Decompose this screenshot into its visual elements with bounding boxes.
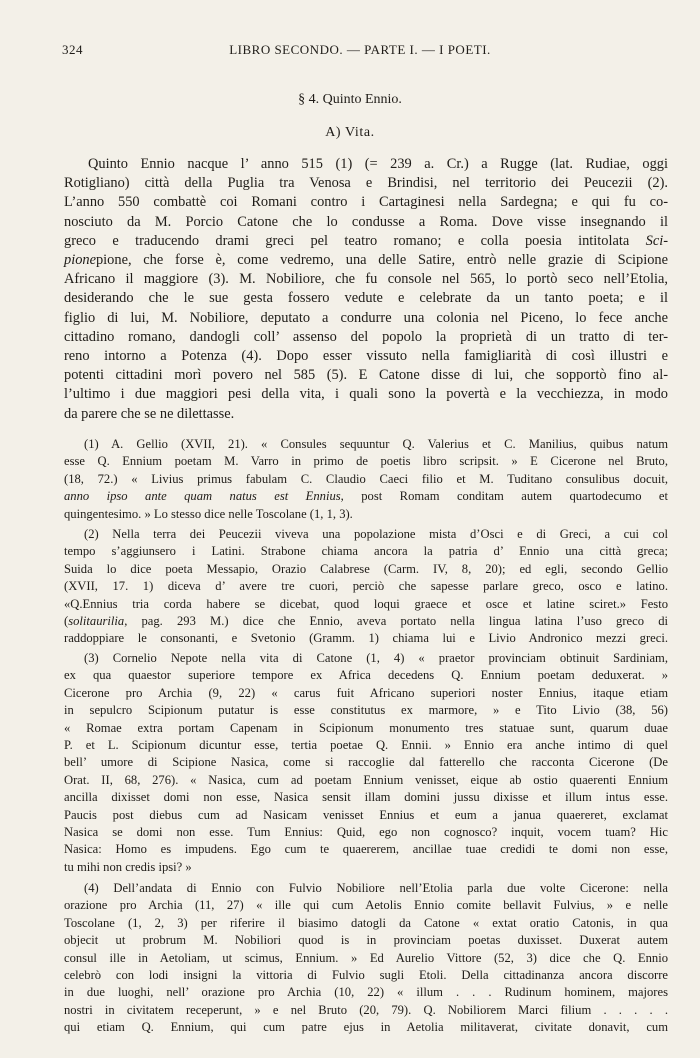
footnote-line: consul ille in Aetoliam, ut scimus, Ennium. » Ed Aurelio Vittore (52, 3) dice che Q. Ennio [64, 950, 668, 965]
body-line: nosciuto da M. Porcio Catone che lo condusse a Roma. Dove visse insegnando il [64, 213, 668, 230]
footnote-line: Cicerone pro Archia (9, 22) « carus fuit Africano superiori noster Ennius, itaque etiam [64, 685, 668, 700]
italic-quote: anno ipso ante quam natus est Ennius, [64, 489, 344, 504]
section-title: § 4. Quinto Ennio. [298, 92, 402, 107]
footnote-line: objecit ut probrum M. Nobiliori quod is in provinciam poetas duxisset. Duxerat autem [64, 933, 668, 948]
body-line: figlio di lui, M. Nobiliore, deputato a condurre una colonia nel Piceno, lo fece anche [64, 309, 668, 326]
page-number: 324 [62, 42, 83, 57]
italic-title: pione [64, 252, 96, 269]
footnote-line: nostri in civitatem receperunt, » e nel Bruto (20, 79). Q. Nobiliorem Marci filium . . . . . [64, 1002, 668, 1017]
footnote-line: quingentesimo. » Lo stesso dice nelle Toscolane (1, 1, 3). [64, 506, 353, 521]
footnote-text: post Romam conditam autem quartodecumo et [361, 489, 669, 504]
footnote-3 [64, 650, 668, 876]
body-line: cittadino romano, dandogli coll’ assenso del popolo la proprietà di un tratto di ter- [64, 328, 668, 345]
footnote-line: orazione pro Archia (11, 27) « ille qui cum Aetolis Ennio comite bellavit Fulvius, » e nelle [64, 898, 668, 913]
subheading: A) Vita. [325, 125, 375, 140]
footnote-text: ( [64, 614, 69, 629]
footnote-line: esse Q. Ennium poetam M. Varro in primo de poetis libro scripsit. » E Cicerone nel Bruto, [64, 454, 668, 469]
footnote-line: ex qua quaestor superiore tempore ex Africa decedens Q. Ennium poetam deduxerat. » [64, 668, 668, 683]
footnote-line: Toscolane (1, 2, 3) per riferire il biasimo datogli da Catone « extat oratio Catonis, in qua [64, 915, 668, 930]
footnote-line: «Q.Ennius tria corda habere se dicebat, quod loqui graece et osce et latine sciret.» Festo [64, 596, 668, 611]
footnote-line: (XVII, 17. 1) diceva d’ avere tre cuori, perciò che sapesse parlare greco, osco e latino. [64, 579, 668, 594]
footnote-line: Nasica: Homo es impudens. Ego cum te quaererem, ancillae tuae credidi te domi non esse, [64, 842, 668, 857]
italic-word: solitaurilia [68, 614, 125, 629]
footnote-line: « Romae extra portam Capenam in Scipionum monumento tres statuae sunt, quarum duae [64, 720, 668, 735]
body-line: da parere che se ne dilettasse. [64, 405, 235, 422]
footnote-line: tempo s’aggiunsero i Latini. Strabone chiama ancora la patria d’ Ennio una città greca; [64, 544, 668, 559]
footnote-line: tu mihi non credis ipsi? » [64, 859, 192, 874]
italic-title: Sci- [645, 232, 668, 249]
footnote-2 [64, 526, 668, 648]
body-line: Africano il maggiore (3). M. Nobiliore, che fu console nel 565, lo portò seco nell’Etolia, [64, 271, 668, 288]
footnote-line: (18, 72.) « Livius primus fabulam C. Claudio Caeci filio et M. Tuditano consulibus docuit, [64, 471, 668, 486]
body-line: Rotigliano) città della Puglia tra Venosa e Brindisi, nel territorio dei Peucezii (2). [64, 175, 668, 192]
footnote-line: (1) A. Gellio (XVII, 21). « Consules sequuntur Q. Valerius et C. Manilius, quibus natum [84, 437, 668, 451]
body-text: greco e traducendo drami greci pel teatro romano; e colla poesia intitolata [64, 232, 630, 249]
body-line: reno intorno a Potenza (4). Dopo esser vissuto nella famigliarità di così illustri e [64, 348, 668, 365]
footnote-line: in sepulcro Scipionum putatur is esse constitutus ex marmore, » e Tito Livio (38, 56) [64, 703, 668, 718]
footnote-line: Suida lo dice poeta Messapio, Orazio Calabrese (Carm. IV, 8, 20); ed egli, secondo Gellio [64, 561, 668, 576]
footnote-line: in due luoghi, nell’ orazione pro Archia (10, 22) « illum . . . Rudinum hominem, majores [64, 985, 668, 1000]
footnote-line: raddoppiare le consonanti, e Svetonio (Gramm. 1) chiama lui e Livio Andronico mezzi greci. [64, 631, 668, 646]
footnote-4 [64, 880, 668, 1037]
footnote-line: P. et L. Scipionum dicuntur esse, tertia poetae Q. Ennii. » Ennio era anche intimo di quel [64, 738, 668, 753]
main-paragraph [64, 155, 668, 424]
body-line [64, 232, 668, 251]
footnote-line: bell’ umore di Scipione Nasica, come si raccoglie dal fatterello che racconta Cicerone (De [64, 755, 668, 770]
footnote-line [64, 613, 668, 630]
footnote-line [64, 488, 668, 505]
footnote-line: Paucis post diebus cum ad Nasicam venisset Ennius et eum a janua quaereret, exclamat [64, 807, 668, 822]
footnote-line: (4) Dell’andata di Ennio con Fulvio Nobiliore nell’Etolia parla due volte Cicerone: nella [84, 881, 668, 895]
footnote-line: Orat. II, 68, 276). « Nasica, cum ad poetam Ennium venisset, eique ab ostio quaerenti Ennium [64, 772, 668, 787]
footnote-text: , pag. 293 M.) dice che Ennio, aveva portato nella lingua latina l’uso greco di [124, 614, 668, 629]
body-line [64, 251, 668, 270]
footnote-line: celebrò con lodi insigni la vittoria di Fulvio sugli Etoli. Della cittadinanza ancora discorre [64, 968, 668, 983]
footnote-line: Nasica se domi non esse. Tum Ennius: Quid, ego non cognosco? inquit, vocem tuam? Hic [64, 825, 668, 840]
footnote-line: ancilla dixisset domi non esse, Nasica sensit illam domini jussu dixisse et illum intus esse. [64, 790, 668, 805]
body-line: potenti cittadini morì povero nel 585 (5). E Catone disse di lui, che sopportò fino al- [64, 367, 668, 384]
body-line: desiderando che le sue gesta fossero vedute e celebrate da un tanto poeta; e il [64, 290, 668, 307]
footnote-line: qui etiam Q. Ennium, qui cum patre ejus in Aetolia militaverat, civitate donavit, cum [64, 1020, 668, 1035]
footnote-line: (3) Cornelio Nepote nella vita di Catone (1, 4) « praetor provinciam obtinuit Sardiniam, [84, 651, 668, 665]
footnote-1 [64, 436, 668, 523]
body-line: L’anno 550 combattè coi Romani contro i Cartaginesi nella Sardegna; e qui fu co- [64, 194, 668, 211]
body-text: pione, che forse è, come vedremo, una delle Satire, entrò nelle grazie di Scipione [95, 252, 668, 269]
body-line: l’ultimo i due maggiori pesi della vita, i quali sono la povertà e la vecchiezza, in modo [64, 386, 668, 403]
running-title: LIBRO SECONDO. — PARTE I. — I POETI. [229, 42, 491, 57]
footnote-line: (2) Nella terra dei Peucezii viveva una popolazione mista d’Osci e di Greci, a cui col [84, 527, 668, 541]
body-line: Quinto Ennio nacque l’ anno 515 (1) (= 239 a. Cr.) a Rugge (lat. Rudiae, oggi [88, 156, 668, 172]
